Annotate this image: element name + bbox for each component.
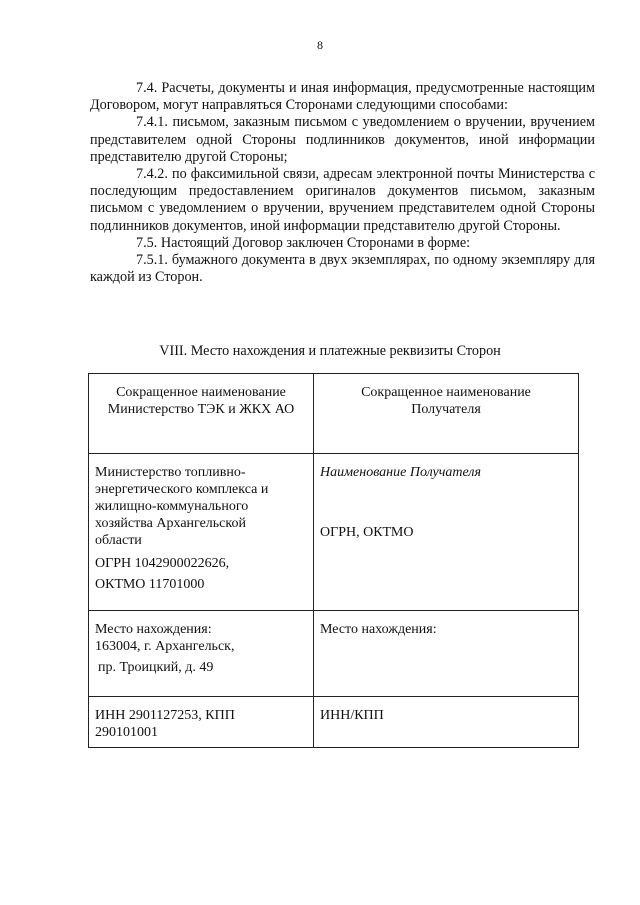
cell-recipient-inn xyxy=(314,697,579,748)
paragraph-7-4: 7.4. Расчеты, документы и иная информация, предусмотренные настоящим Договором, могут направляться Сторонами следующими способами: xyxy=(90,80,595,114)
paragraph-7-5: 7.5. Настоящий Договор заключен Сторонами в форме: xyxy=(136,234,471,251)
ministry-name-line: хозяйства Архангельской xyxy=(95,516,246,531)
ministry-ogrn: ОГРН 1042900022626, xyxy=(95,556,230,571)
header-left-line: Сокращенное наименование xyxy=(116,385,286,400)
inn-kpp-placeholder: ИНН/КПП xyxy=(320,708,384,723)
ministry-name-line: области xyxy=(95,533,142,548)
ministry-name-line: Министерство топливно- xyxy=(95,465,246,480)
table-row-address xyxy=(89,611,579,697)
ministry-name-line: жилищно-коммунального xyxy=(95,499,249,514)
recipient-name-placeholder: Наименование Получателя xyxy=(320,465,482,480)
cell-ministry-name xyxy=(89,454,314,611)
address-label: Место нахождения: xyxy=(95,622,212,637)
paragraph-7-5-1: 7.5.1. бумажного документа в двух экземплярах, по одному экземпляру для каждой из Сторон. xyxy=(90,252,595,286)
section-heading: VIII. Место нахождения и платежные реквизиты Сторон xyxy=(159,343,501,359)
address-line: пр. Троицкий, д. 49 xyxy=(98,660,214,675)
address-label: Место нахождения: xyxy=(320,622,437,637)
paragraph-7-4-2: 7.4.2. по факсимильной связи, адресам электронной почты Министерства с последующим предоставлением оригиналов документов письмом, заказным письмом с уведомлением о вручении, вручением представителем одной Стороны подлинников документов, иной информации представителю другой Стороны. xyxy=(90,166,595,234)
header-right-line: Получателя xyxy=(411,402,481,417)
header-cell-ministry xyxy=(89,374,314,454)
cell-ministry-inn xyxy=(89,697,314,748)
contract-body-text xyxy=(90,80,595,286)
header-cell-recipient xyxy=(314,374,579,454)
recipient-codes-placeholder: ОГРН, ОКТМО xyxy=(320,525,414,540)
page-number: 8 xyxy=(317,38,323,52)
paragraph-7-4-1: 7.4.1. письмом, заказным письмом с уведомлением о вручении, вручением представителем одной Стороны подлинников документов, иной информации представителю другой Стороны; xyxy=(90,114,595,165)
requisites-table xyxy=(88,373,579,748)
header-right-line: Сокращенное наименование xyxy=(361,385,531,400)
cell-recipient-address xyxy=(314,611,579,697)
header-left-line: Министерство ТЭК и ЖКХ АО xyxy=(107,402,295,417)
address-line: 163004, г. Архангельск, xyxy=(95,639,235,654)
table-row-organization xyxy=(89,454,579,611)
table-header-row xyxy=(89,374,579,454)
kpp-line: 290101001 xyxy=(95,725,158,740)
table-row-inn xyxy=(89,697,579,748)
cell-ministry-address xyxy=(89,611,314,697)
inn-line: ИНН 2901127253, КПП xyxy=(95,708,235,723)
ministry-name-line: энергетического комплекса и xyxy=(95,482,269,497)
cell-recipient-name xyxy=(314,454,579,611)
ministry-oktmo: ОКТМО 11701000 xyxy=(95,577,205,592)
